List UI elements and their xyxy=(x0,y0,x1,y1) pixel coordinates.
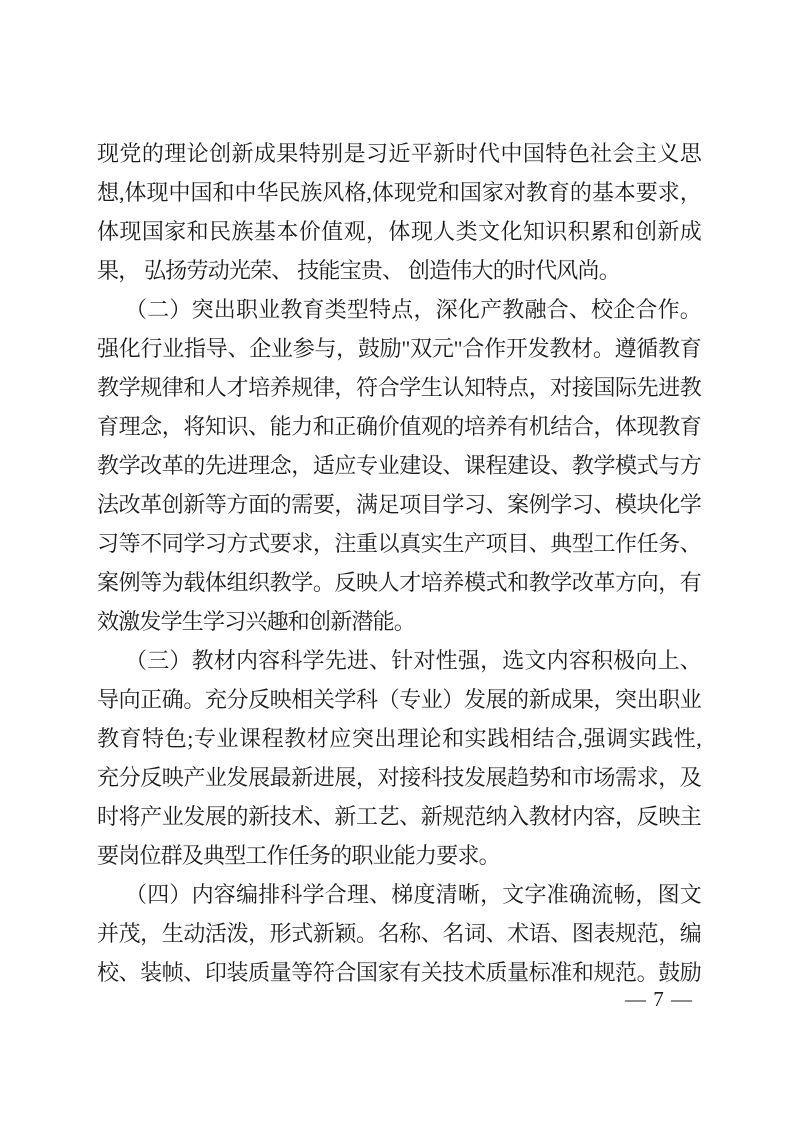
text-line: 案例等为载体组织教学。反映人才培养模式和教学改革方向，有 xyxy=(97,570,701,595)
text-line: 育理念，将知识、能力和正确价值观的培养有机结合，体现教育 xyxy=(97,414,701,439)
text-line: 果， 弘扬劳动光荣、 技能宝贵、 创造伟大的时代风尚。 xyxy=(97,258,620,283)
text-line: 校、装帧、印装质量等符合国家有关技术质量标准和规范。鼓励 xyxy=(97,960,701,985)
text-line: 强化行业指导、企业参与，鼓励"双元"合作开发教材。遵循教育 xyxy=(97,336,701,361)
text-line: 并茂，生动活泼，形式新颖。名称、名词、术语、图表规范，编 xyxy=(97,921,701,946)
text-line: （三）教材内容科学先进、针对性强，选文内容积极向上、 xyxy=(125,648,701,673)
document-body xyxy=(97,134,701,992)
text-line: 体现国家和民族基本价值观，体现人类文化知识积累和创新成 xyxy=(97,219,701,244)
text-line: 教学规律和人才培养规律，符合学生认知特点，对接国际先进教 xyxy=(97,375,701,400)
text-line: （四）内容编排科学合理、梯度清晰，文字准确流畅，图文 xyxy=(125,882,701,907)
text-line: 教学改革的先进理念，适应专业建设、课程建设、教学模式与方 xyxy=(97,453,701,478)
text-line: 现党的理论创新成果特别是习近平新时代中国特色社会主义思 xyxy=(97,141,701,166)
text-line: 要岗位群及典型工作任务的职业能力要求。 xyxy=(97,843,500,868)
text-line: 教育特色;专业课程教材应突出理论和实践相结合,强调实践性, xyxy=(97,726,701,751)
text-line: （二）突出职业教育类型特点，深化产教融合、校企合作。 xyxy=(125,297,701,322)
text-line: 习等不同学习方式要求，注重以真实生产项目、典型工作任务、 xyxy=(97,531,701,556)
page-number: — 7 — xyxy=(625,987,693,1011)
text-line: 想,体现中国和中华民族风格,体现党和国家对教育的基本要求， xyxy=(97,180,701,205)
text-line: 时将产业发展的新技术、新工艺、新规范纳入教材内容，反映主 xyxy=(97,804,701,829)
text-line: 充分反映产业发展最新进展，对接科技发展趋势和市场需求，及 xyxy=(97,765,701,790)
text-line: 法改革创新等方面的需要，满足项目学习、案例学习、模块化学 xyxy=(97,492,701,517)
text-line: 导向正确。充分反映相关学科（专业）发展的新成果，突出职业 xyxy=(97,687,701,712)
text-line: 效激发学生学习兴趣和创新潜能。 xyxy=(97,609,416,634)
